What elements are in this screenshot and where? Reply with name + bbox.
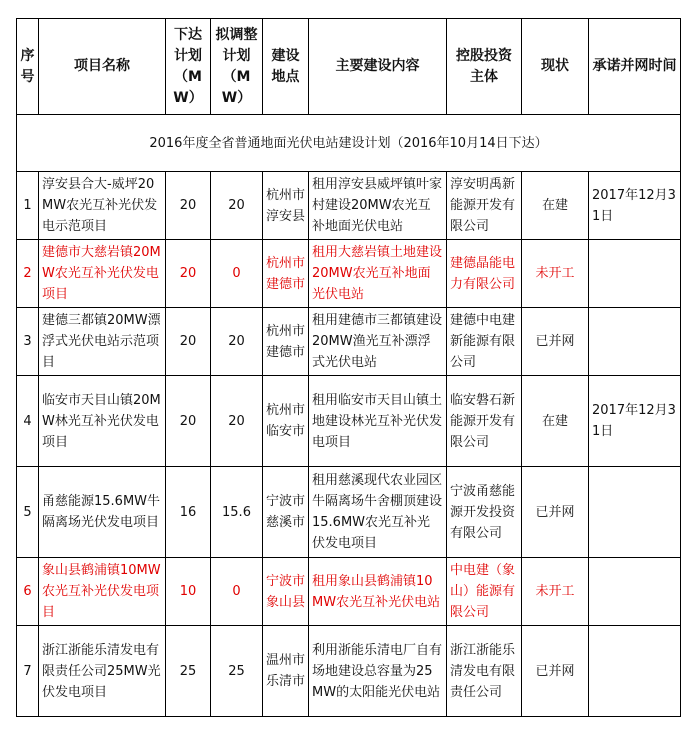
cell-seq: 2 (17, 240, 39, 308)
cell-adjusted: 0 (211, 240, 263, 308)
cell-location: 温州市乐清市 (263, 626, 309, 717)
cell-location: 杭州市建德市 (263, 240, 309, 308)
table-row (17, 626, 681, 717)
cell-owner: 建德中电建新能源有限公司 (447, 308, 522, 376)
header-name: 项目名称 (39, 19, 166, 115)
cell-status: 在建 (522, 172, 589, 240)
section-title: 2016年度全省普通地面光伏电站建设计划（2016年10月14日下达） (17, 115, 681, 172)
header-deadline: 承诺并网时间 (589, 19, 681, 115)
cell-deadline (589, 626, 681, 717)
cell-location: 宁波市慈溪市 (263, 467, 309, 558)
plan-table (16, 18, 681, 717)
cell-content: 租用淳安县威坪镇叶家村建设20MW农光互补地面光伏电站 (309, 172, 447, 240)
table-body (17, 172, 681, 717)
cell-location: 杭州市淳安县 (263, 172, 309, 240)
cell-status: 已并网 (522, 308, 589, 376)
cell-plan: 10 (166, 558, 211, 626)
cell-content: 租用象山县鹤浦镇10MW农光互补光伏电站 (309, 558, 447, 626)
cell-seq: 4 (17, 376, 39, 467)
header-seq: 序号 (17, 19, 39, 115)
cell-plan: 25 (166, 626, 211, 717)
cell-seq: 1 (17, 172, 39, 240)
cell-owner: 临安磐石新能源开发有限公司 (447, 376, 522, 467)
cell-plan: 20 (166, 308, 211, 376)
cell-seq: 7 (17, 626, 39, 717)
cell-location: 杭州市建德市 (263, 308, 309, 376)
cell-adjusted: 20 (211, 308, 263, 376)
table-row (17, 240, 681, 308)
header-owner: 控股投资主体 (447, 19, 522, 115)
table-row (17, 308, 681, 376)
cell-deadline (589, 467, 681, 558)
cell-status: 未开工 (522, 240, 589, 308)
cell-status: 在建 (522, 376, 589, 467)
cell-deadline: 2017年12月31日 (589, 172, 681, 240)
cell-location: 宁波市象山县 (263, 558, 309, 626)
cell-deadline (589, 558, 681, 626)
cell-name: 甬慈能源15.6MW牛隔离场光伏发电项目 (39, 467, 166, 558)
cell-owner: 淳安明禹新能源开发有限公司 (447, 172, 522, 240)
cell-adjusted: 20 (211, 172, 263, 240)
cell-name: 象山县鹤浦镇10MW农光互补光伏发电项目 (39, 558, 166, 626)
section-row (17, 115, 681, 172)
header-content: 主要建设内容 (309, 19, 447, 115)
cell-name: 建德三都镇20MW漂浮式光伏电站示范项目 (39, 308, 166, 376)
cell-owner: 宁波甬慈能源开发投资有限公司 (447, 467, 522, 558)
table-row (17, 558, 681, 626)
cell-location: 杭州市临安市 (263, 376, 309, 467)
cell-owner: 浙江浙能乐清发电有限责任公司 (447, 626, 522, 717)
cell-name: 建德市大慈岩镇20MW农光互补光伏发电项目 (39, 240, 166, 308)
cell-seq: 6 (17, 558, 39, 626)
cell-seq: 5 (17, 467, 39, 558)
cell-adjusted: 20 (211, 376, 263, 467)
cell-adjusted: 25 (211, 626, 263, 717)
cell-plan: 20 (166, 376, 211, 467)
cell-plan: 20 (166, 172, 211, 240)
cell-owner: 中电建（象山）能源有限公司 (447, 558, 522, 626)
cell-content: 租用临安市天目山镇土地建设林光互补光伏发电项目 (309, 376, 447, 467)
header-plan: 下达计划（MW） (166, 19, 211, 115)
header-location: 建设地点 (263, 19, 309, 115)
cell-content: 租用大慈岩镇土地建设20MW农光互补地面光伏电站 (309, 240, 447, 308)
cell-status: 已并网 (522, 467, 589, 558)
table-row (17, 172, 681, 240)
cell-content: 租用慈溪现代农业园区牛隔离场牛舍棚顶建设15.6MW农光互补光伏发电项目 (309, 467, 447, 558)
cell-seq: 3 (17, 308, 39, 376)
cell-status: 已并网 (522, 626, 589, 717)
cell-status: 未开工 (522, 558, 589, 626)
cell-name: 淳安县合大-威坪20MW农光互补光伏发电示范项目 (39, 172, 166, 240)
header-status: 现状 (522, 19, 589, 115)
cell-content: 租用建德市三都镇建设20MW渔光互补漂浮式光伏电站 (309, 308, 447, 376)
cell-adjusted: 15.6 (211, 467, 263, 558)
cell-owner: 建德晶能电力有限公司 (447, 240, 522, 308)
cell-deadline: 2017年12月31日 (589, 376, 681, 467)
cell-deadline (589, 240, 681, 308)
cell-content: 利用浙能乐清电厂自有场地建设总容量为25MW的太阳能光伏电站 (309, 626, 447, 717)
cell-plan: 16 (166, 467, 211, 558)
cell-plan: 20 (166, 240, 211, 308)
table-row (17, 376, 681, 467)
cell-adjusted: 0 (211, 558, 263, 626)
cell-name: 临安市天目山镇20MW林光互补光伏发电项目 (39, 376, 166, 467)
cell-name: 浙江浙能乐清发电有限责任公司25MW光伏发电项目 (39, 626, 166, 717)
cell-deadline (589, 308, 681, 376)
table-row (17, 467, 681, 558)
header-adjusted: 拟调整计划（MW） (211, 19, 263, 115)
header-row (17, 19, 681, 115)
